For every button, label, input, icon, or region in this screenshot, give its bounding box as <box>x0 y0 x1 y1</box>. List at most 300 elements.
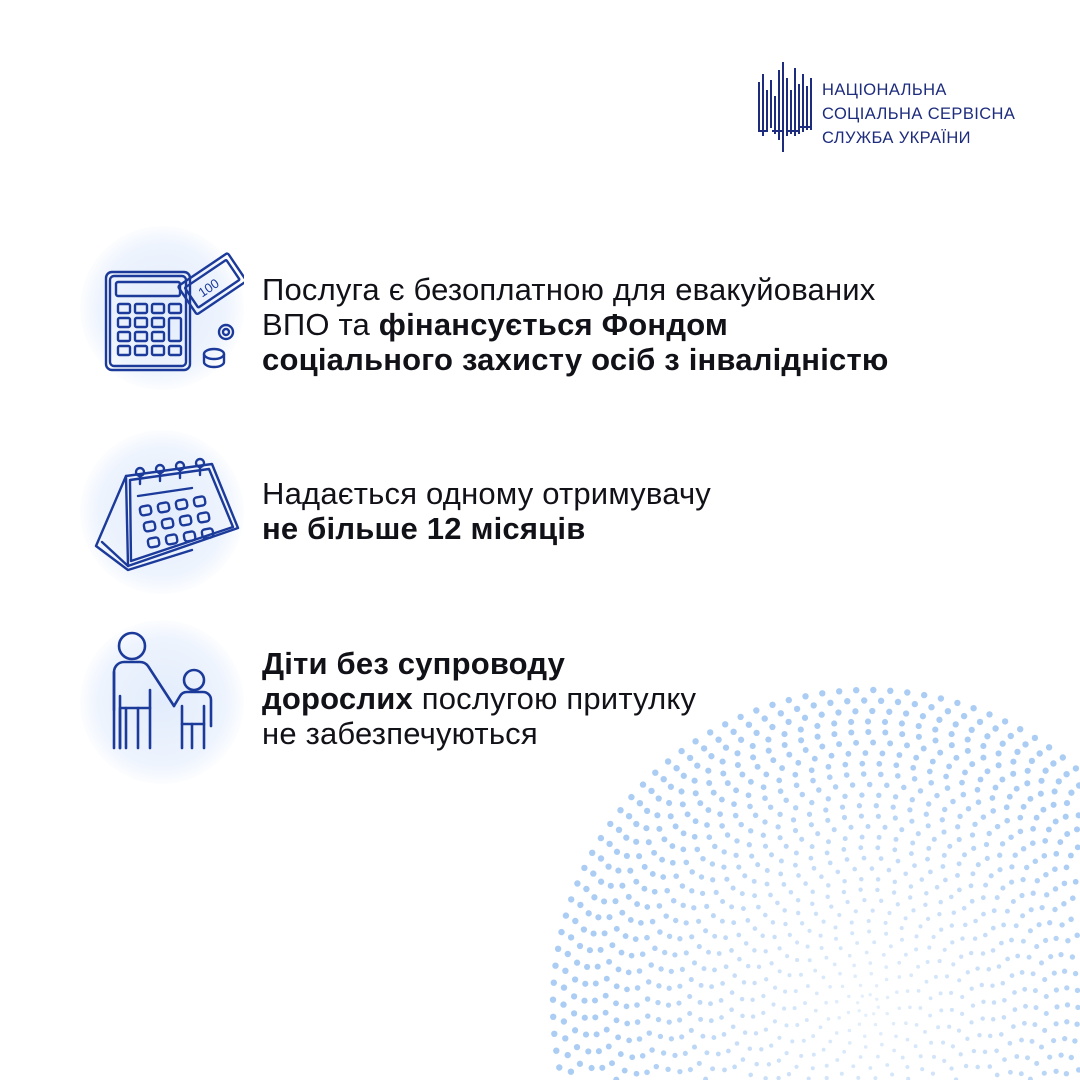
decor-dot <box>763 913 768 918</box>
decor-dot <box>771 1002 775 1006</box>
decor-dot <box>777 946 781 950</box>
organization-name-line-1: НАЦІОНАЛЬНА <box>822 81 947 99</box>
decor-dot <box>711 913 716 918</box>
decor-dot <box>903 871 908 876</box>
decor-dot <box>721 864 726 869</box>
decor-dot <box>1053 819 1059 825</box>
decor-dot <box>957 837 962 842</box>
decor-dot <box>591 931 597 937</box>
decor-dot <box>868 1066 872 1070</box>
info-item-line <box>262 511 711 546</box>
decor-dot <box>622 1068 628 1074</box>
decor-dot <box>753 813 759 819</box>
decor-dot <box>874 1023 877 1026</box>
decor-dot <box>931 1072 935 1076</box>
decor-dot <box>731 886 736 891</box>
decor-dot <box>805 1018 809 1022</box>
decor-dot <box>723 935 728 940</box>
decor-dot <box>595 964 601 970</box>
decor-dot <box>971 1003 975 1007</box>
regular-text: не забезпечуються <box>262 716 538 751</box>
decor-dot <box>729 948 734 953</box>
decor-dot <box>800 921 804 925</box>
decor-dot <box>656 983 661 988</box>
decor-dot <box>704 822 710 828</box>
decor-dot <box>1039 1045 1044 1050</box>
decor-dot <box>673 823 679 829</box>
decor-dot <box>923 903 927 907</box>
decor-dot <box>997 867 1002 872</box>
decor-dot <box>897 961 901 965</box>
decor-dot <box>614 849 620 855</box>
decor-dot <box>909 851 914 856</box>
decor-dot <box>1014 923 1019 928</box>
decor-dot <box>763 844 768 849</box>
decor-dot <box>1014 1054 1019 1059</box>
decor-dot <box>738 822 744 828</box>
decor-dot <box>745 918 750 923</box>
decor-dot <box>795 940 799 944</box>
decor-dot <box>603 1010 609 1016</box>
decor-dot <box>1076 1067 1080 1073</box>
decor-dot <box>1008 1070 1013 1075</box>
decor-dot <box>704 1050 709 1055</box>
decor-dot <box>773 1019 777 1023</box>
decor-dot <box>677 936 682 941</box>
decor-dot <box>722 1067 727 1072</box>
decor-dot <box>859 1055 863 1059</box>
info-item-line <box>262 307 889 342</box>
decor-dot <box>960 995 964 999</box>
decor-dot <box>633 839 639 845</box>
decor-dot <box>628 794 634 800</box>
decor-dot <box>574 880 580 886</box>
decor-dot <box>826 796 831 801</box>
decor-dot <box>842 794 847 799</box>
decor-dot <box>970 832 975 837</box>
calendar-icon <box>80 430 244 594</box>
banknote-label: 100 <box>195 275 222 301</box>
decor-dot <box>1054 987 1059 992</box>
decor-dot <box>910 797 915 802</box>
decor-dot <box>860 835 865 840</box>
decor-dot <box>1073 765 1079 771</box>
decor-dot <box>783 990 787 994</box>
decor-dot <box>834 937 838 941</box>
decor-dot <box>969 951 973 955</box>
decor-dot <box>1000 981 1005 986</box>
decor-dot <box>586 910 592 916</box>
decor-dot <box>810 844 815 849</box>
decor-dot <box>825 818 830 823</box>
decor-dot <box>709 1018 714 1023</box>
decor-dot <box>724 964 729 969</box>
decor-dot <box>652 946 658 952</box>
decor-dot <box>1053 1069 1058 1074</box>
decor-dot <box>1032 1022 1037 1027</box>
decor-dot <box>689 888 694 893</box>
decor-dot <box>787 973 791 977</box>
decor-dot <box>565 951 571 957</box>
decor-dot <box>972 822 977 827</box>
decor-dot <box>784 844 789 849</box>
decor-dot <box>893 815 898 820</box>
decor-dot <box>957 888 962 893</box>
decor-dot <box>662 950 667 955</box>
decor-dot <box>719 998 724 1003</box>
decor-dot <box>877 835 882 840</box>
decor-dot <box>651 850 657 856</box>
decor-dot <box>697 944 702 949</box>
decor-dot <box>875 984 878 987</box>
decor-dot <box>865 824 870 829</box>
decor-dot <box>1070 954 1075 959</box>
decor-dot <box>988 1034 993 1039</box>
decor-dot <box>983 1050 988 1055</box>
decor-dot <box>863 1035 867 1039</box>
decor-dot <box>614 1017 620 1023</box>
decor-dot <box>965 1037 969 1041</box>
decor-dot <box>1072 1038 1077 1043</box>
decor-dot <box>740 997 745 1002</box>
decor-dot <box>892 847 897 852</box>
decor-dot <box>571 993 577 999</box>
decor-dot <box>814 912 818 916</box>
decor-dot <box>623 933 629 939</box>
decor-dot <box>765 882 770 887</box>
decor-dot <box>1043 872 1049 878</box>
decor-dot <box>747 842 752 847</box>
decor-dot <box>1068 917 1074 923</box>
decor-dot <box>997 964 1002 969</box>
regular-text: ВПО та <box>262 307 379 342</box>
decor-dot <box>900 926 904 930</box>
decor-dot <box>1076 782 1080 788</box>
decor-dot <box>616 966 622 972</box>
decor-dot <box>782 882 787 887</box>
decor-dot <box>709 984 714 989</box>
decor-dot <box>666 1002 671 1007</box>
decor-dot <box>654 1064 660 1070</box>
bold-text: фінансується Фондом <box>378 307 729 342</box>
decor-dot <box>697 1061 702 1066</box>
decor-dot <box>640 1053 646 1059</box>
decor-dot <box>593 980 599 986</box>
decor-dot <box>782 908 787 913</box>
decor-dot <box>787 1072 791 1076</box>
decor-dot <box>909 819 914 824</box>
decor-dot <box>960 1012 964 1016</box>
decor-dot <box>825 895 829 899</box>
decor-dot <box>892 1049 896 1053</box>
decor-dot <box>568 1069 574 1075</box>
decor-dot <box>984 842 989 847</box>
decor-dot <box>949 895 954 900</box>
decor-dot <box>1038 791 1044 797</box>
decor-dot <box>835 870 840 875</box>
decor-dot <box>1029 907 1034 912</box>
decor-dot <box>950 1008 954 1012</box>
decor-dot <box>755 862 760 867</box>
decor-dot <box>657 929 663 935</box>
decor-dot <box>882 953 886 957</box>
decor-dot <box>777 1036 781 1040</box>
decor-dot <box>654 812 660 818</box>
decor-dot <box>719 1015 724 1020</box>
decor-dot <box>1019 1038 1024 1043</box>
decor-dot <box>991 926 996 931</box>
decor-dot <box>911 908 915 912</box>
decor-dot <box>761 994 765 998</box>
decor-dot <box>649 1047 655 1053</box>
decor-dot <box>783 797 789 803</box>
decor-dot <box>981 1000 985 1004</box>
decor-dot <box>710 1066 715 1071</box>
decor-dot <box>644 808 650 814</box>
decor-dot <box>714 890 719 895</box>
decor-dot <box>582 981 588 987</box>
decor-dot <box>666 800 672 806</box>
decor-dot <box>614 926 620 932</box>
decor-dot <box>966 970 970 974</box>
decor-dot <box>624 1004 630 1010</box>
decor-dot <box>743 1030 748 1035</box>
decor-dot <box>673 918 678 923</box>
decor-dot <box>1051 802 1057 808</box>
decor-dot <box>589 1065 595 1071</box>
decor-dot <box>764 1027 768 1031</box>
decor-dot <box>581 998 587 1004</box>
decor-dot <box>879 856 884 861</box>
decor-dot <box>847 995 850 998</box>
decor-dot <box>754 1031 758 1035</box>
decor-dot <box>819 1025 823 1029</box>
decor-dot <box>633 821 639 827</box>
decor-dot <box>555 946 561 952</box>
decor-dot <box>957 861 962 866</box>
decor-dot <box>658 966 663 971</box>
decor-dot <box>1015 954 1020 959</box>
info-item-free-service <box>80 226 1060 396</box>
decor-dot <box>955 873 960 878</box>
decor-dot <box>568 934 574 940</box>
decor-dot <box>729 904 734 909</box>
decor-dot <box>609 942 615 948</box>
decor-dot <box>769 1043 773 1047</box>
decor-dot <box>932 1055 936 1059</box>
decor-dot <box>664 888 670 894</box>
decor-dot <box>887 868 892 873</box>
info-item-line <box>262 476 711 511</box>
decor-dot <box>1064 1019 1069 1024</box>
decor-dot <box>681 830 687 836</box>
decor-dot <box>848 954 852 958</box>
decor-dot <box>945 974 949 978</box>
decor-dot <box>1052 971 1057 976</box>
decor-dot <box>712 844 718 850</box>
decor-dot <box>656 795 662 801</box>
decor-dot <box>623 834 629 840</box>
decor-dot <box>957 814 962 819</box>
decor-dot <box>861 995 864 998</box>
decor-dot <box>724 877 729 882</box>
decor-dot <box>693 818 699 824</box>
decor-dot <box>677 984 682 989</box>
decor-dot <box>644 904 650 910</box>
decor-dot <box>983 883 988 888</box>
decor-dot <box>741 906 746 911</box>
decor-dot <box>810 902 814 906</box>
decor-dot <box>626 970 632 976</box>
decor-dot <box>1064 831 1070 837</box>
decor-dot <box>764 977 768 981</box>
decor-dot <box>896 859 901 864</box>
decor-dot <box>938 900 943 905</box>
decor-dot <box>687 1011 692 1016</box>
decor-dot <box>750 998 754 1002</box>
decor-dot <box>705 807 711 813</box>
regular-text: Послуга є безоплатною для евакуйованих <box>262 272 876 307</box>
decor-dot <box>1039 905 1044 910</box>
decor-dot <box>980 983 984 987</box>
decor-dot <box>1002 1015 1007 1020</box>
decor-dot <box>699 874 704 879</box>
decor-dot <box>712 934 717 939</box>
decor-dot <box>730 990 735 995</box>
decor-dot <box>731 801 737 807</box>
decor-dot <box>932 935 936 939</box>
decor-dot <box>562 1035 568 1041</box>
decor-dot <box>1005 909 1010 914</box>
decor-dot <box>926 846 931 851</box>
decor-dot <box>1051 1038 1056 1043</box>
info-item-line <box>262 342 889 377</box>
decor-dot <box>851 1064 855 1068</box>
decor-dot <box>572 976 578 982</box>
decor-dot <box>839 946 843 950</box>
decor-dot <box>1019 1071 1024 1076</box>
decor-dot <box>656 826 662 832</box>
decor-dot <box>807 929 811 933</box>
decor-dot <box>689 977 694 982</box>
decor-dot <box>643 825 649 831</box>
decor-dot <box>619 950 625 956</box>
decor-dot <box>854 909 858 913</box>
decor-dot <box>1033 859 1039 865</box>
decor-dot <box>972 1049 976 1053</box>
decor-dot <box>969 883 974 888</box>
decor-dot <box>722 849 727 854</box>
decor-dot <box>810 890 815 895</box>
decor-dot <box>1061 901 1067 907</box>
decor-dot <box>757 965 761 969</box>
decor-dot <box>847 1011 850 1014</box>
decor-dot <box>842 815 847 820</box>
decor-dot <box>706 834 712 840</box>
decor-dot <box>799 837 804 842</box>
decor-dot <box>1017 815 1023 821</box>
decor-dot <box>820 946 824 950</box>
decor-dot <box>711 790 717 796</box>
decor-dot <box>936 1025 940 1029</box>
decor-dot <box>919 1054 923 1058</box>
decor-dot <box>864 1045 868 1049</box>
decor-dot <box>760 934 765 939</box>
decor-dot <box>886 996 889 999</box>
decor-dot <box>1000 886 1005 891</box>
decor-dot <box>1023 1004 1028 1009</box>
decor-dot <box>822 976 826 980</box>
decor-dot <box>957 978 961 982</box>
decor-dot <box>681 903 686 908</box>
bold-text: соціального захисту осіб з інвалідністю <box>262 342 889 377</box>
decor-dot <box>768 804 774 810</box>
decor-dot <box>762 795 768 801</box>
decor-dot <box>763 949 767 953</box>
decor-dot <box>1018 829 1024 835</box>
decor-dot <box>720 981 725 986</box>
decor-dot <box>626 813 632 819</box>
decor-dot <box>845 857 850 862</box>
decor-dot <box>637 968 643 974</box>
decor-dot <box>646 839 652 845</box>
decor-dot <box>808 958 812 962</box>
decor-dot <box>1058 1052 1063 1057</box>
decor-dot <box>1046 827 1052 833</box>
decor-dot <box>699 983 704 988</box>
decor-dot <box>661 836 667 842</box>
decor-dot <box>906 989 910 993</box>
decor-dot <box>901 1056 905 1060</box>
decor-dot <box>918 924 922 928</box>
decor-dot <box>667 934 672 939</box>
decor-dot <box>871 909 875 913</box>
decor-dot <box>995 824 1001 830</box>
decor-dot <box>634 1002 640 1008</box>
decor-dot <box>962 906 967 911</box>
decor-dot <box>960 792 966 798</box>
decor-dot <box>602 930 608 936</box>
decor-dot <box>916 831 921 836</box>
decor-dot <box>1020 913 1025 918</box>
decor-dot <box>891 804 896 809</box>
decor-dot <box>894 837 899 842</box>
decor-dot <box>858 1009 861 1012</box>
decor-dot <box>897 975 901 979</box>
decor-dot <box>572 918 578 924</box>
decor-dot <box>1076 812 1080 818</box>
decor-dot <box>983 933 988 938</box>
decor-dot <box>563 912 569 918</box>
decor-dot <box>1075 844 1080 850</box>
decor-dot <box>951 962 955 966</box>
decor-dot <box>634 901 640 907</box>
decor-dot <box>561 984 567 990</box>
decor-dot <box>852 964 856 968</box>
decor-dot <box>733 853 738 858</box>
decor-dot <box>884 921 888 925</box>
decor-dot <box>680 967 685 972</box>
decor-dot <box>1068 790 1074 796</box>
decor-dot <box>1028 928 1033 933</box>
decor-dot <box>683 1051 688 1056</box>
decor-dot <box>606 841 612 847</box>
decor-dot <box>875 845 880 850</box>
decor-dot <box>803 1001 807 1005</box>
decor-dot <box>811 1034 815 1038</box>
decor-dot <box>908 895 912 899</box>
decor-dot <box>825 850 830 855</box>
